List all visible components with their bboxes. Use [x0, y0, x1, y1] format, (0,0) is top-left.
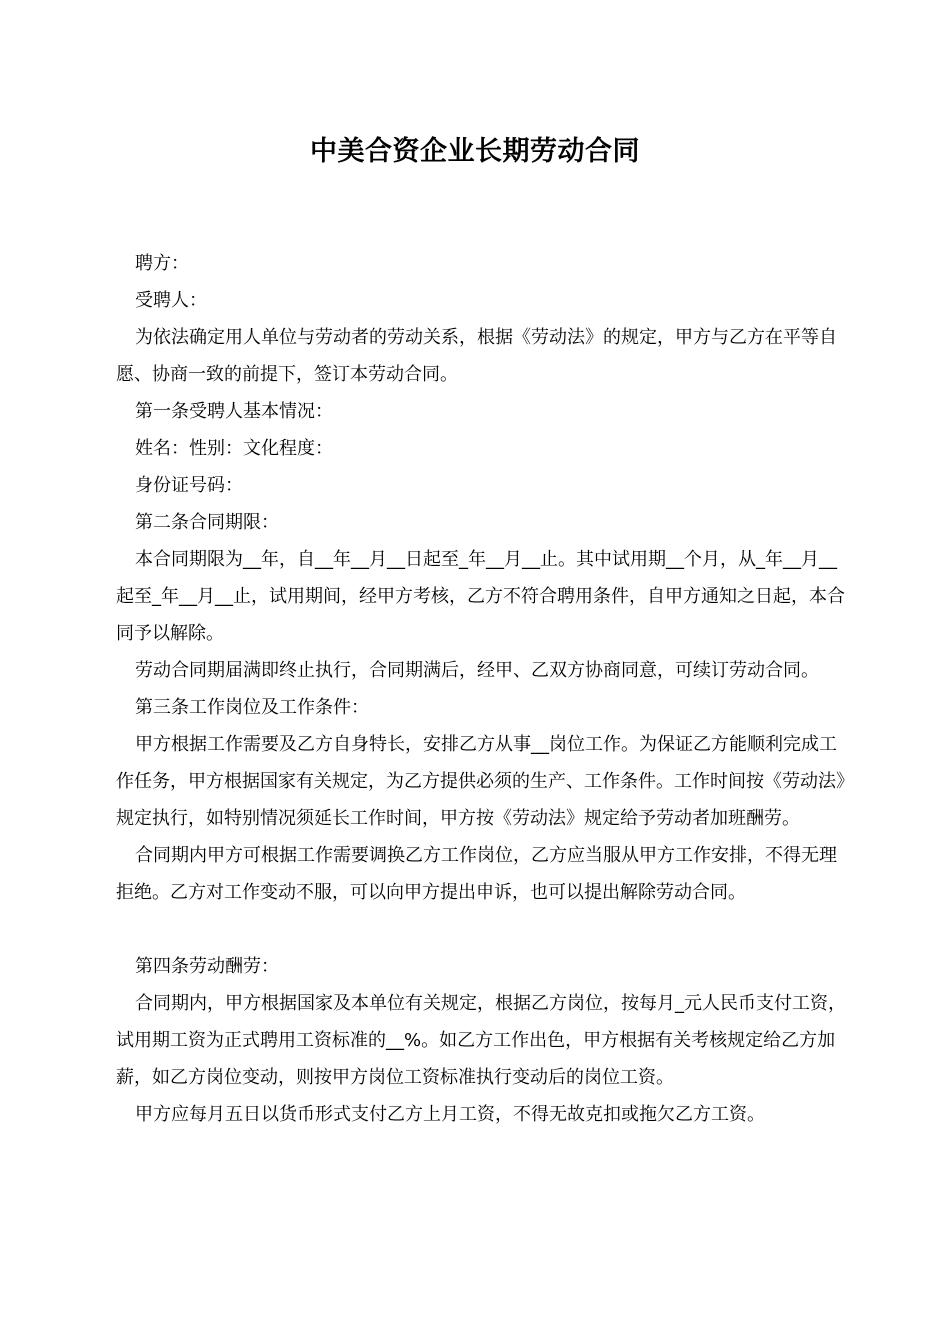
work-position-paragraph: 甲方根据工作需要及乙方自身特长，安排乙方从事__岗位工作。为保证乙方能顺利完成工作任务，甲方根据国家有关规定，为乙方提供必须的生产、工作条件。工作时间按《劳动法》规定执行，如特别情况须延长工作时间，甲方按《劳动法》规定给予劳动者加班酬劳。 — [116, 734, 845, 829]
id-number-line: 身份证号码： — [135, 475, 243, 496]
contract-term-paragraph: 本合同期限为__年，自__年__月__日起至_年__月__止。其中试用期__个月，从_年__月__起至_年__月__止，试用期间，经甲方考核，乙方不符合聘用条件，自甲方通知之日起，本合同予以解除。 — [116, 549, 845, 644]
document-body — [116, 245, 846, 1133]
preamble-paragraph: 为依法确定用人单位与劳动者的劳动关系，根据《劳动法》的规定，甲方与乙方在平等自愿、协商一致的前提下，签订本劳动合同。 — [116, 327, 837, 385]
article-1-heading: 第一条受聘人基本情况： — [135, 401, 333, 422]
position-change-paragraph: 合同期内甲方可根据工作需要调换乙方工作岗位，乙方应当服从甲方工作安排，不得无理拒绝。乙方对工作变动不服，可以向甲方提出申诉，也可以提出解除劳动合同。 — [116, 845, 837, 903]
employee-line: 受聘人： — [135, 290, 207, 311]
salary-paragraph: 合同期内，甲方根据国家及本单位有关规定，根据乙方岗位，按每月_元人民币支付工资，试用期工资为正式聘用工资标准的__%。如乙方工作出色，甲方根据有关考核规定给乙方加薪，如乙方岗位变动，则按甲方岗位工资标准执行变动后的岗位工资。 — [116, 993, 846, 1088]
payment-date-paragraph: 甲方应每月五日以货币形式支付乙方上月工资，不得无故克扣或拖欠乙方工资。 — [135, 1104, 765, 1125]
employer-line: 聘方： — [135, 253, 189, 274]
article-3-heading: 第三条工作岗位及工作条件： — [135, 697, 369, 718]
document-title: 中美合资企业长期劳动合同 — [310, 136, 640, 167]
article-4-heading: 第四条劳动酬劳： — [135, 956, 279, 977]
name-gender-education-line: 姓名：性别：文化程度： — [135, 438, 333, 459]
contract-expiry-paragraph: 劳动合同期届满即终止执行，合同期满后，经甲、乙双方协商同意，可续订劳动合同。 — [135, 660, 819, 681]
article-2-heading: 第二条合同期限： — [135, 512, 279, 533]
